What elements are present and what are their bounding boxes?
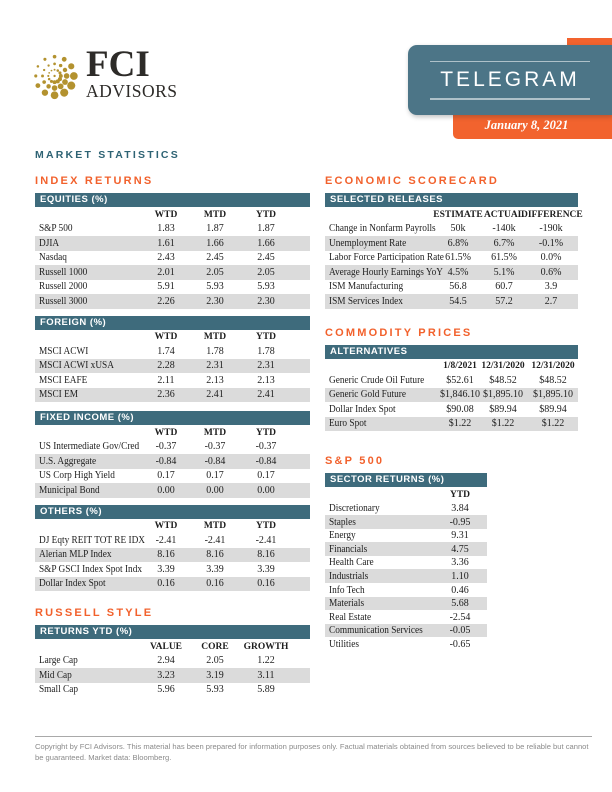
table-row xyxy=(35,562,310,577)
row-value: -0.05 xyxy=(449,625,471,637)
table-row xyxy=(35,222,310,237)
table-column-headers xyxy=(35,639,310,654)
column-header: GROWTH xyxy=(243,641,289,652)
table-row xyxy=(35,251,310,266)
row-value: 50k xyxy=(450,223,466,234)
equities-table xyxy=(35,193,310,309)
table-row xyxy=(325,417,578,432)
row-value: 5.89 xyxy=(257,684,275,695)
row-label: Generic Crude Oil Future xyxy=(329,374,425,386)
table-row xyxy=(325,388,578,403)
table-row xyxy=(35,236,310,251)
table-row xyxy=(325,222,578,237)
badge-rule-top xyxy=(430,61,590,63)
section-title-economic-scorecard: ECONOMIC SCORECARD xyxy=(325,175,500,187)
row-value: -0.1% xyxy=(538,237,564,249)
row-value: 4.75 xyxy=(451,543,469,555)
row-label: ISM Manufacturing xyxy=(329,281,404,292)
row-value: 5.93 xyxy=(206,281,224,292)
row-value: -140k xyxy=(492,223,516,234)
row-value: 1.66 xyxy=(206,237,224,249)
row-value: 0.16 xyxy=(206,578,224,589)
row-value: 2.41 xyxy=(206,389,224,400)
badge-title: TELEGRAM xyxy=(440,68,580,91)
row-label: Generic Gold Future xyxy=(329,389,406,400)
table-row xyxy=(325,624,487,638)
section-title-russell-style: RUSSELL STYLE xyxy=(35,607,154,619)
row-value: 5.93 xyxy=(257,281,275,292)
section-title-index-returns: INDEX RETURNS xyxy=(35,175,154,187)
table-body xyxy=(325,373,578,431)
russell-style-table xyxy=(35,625,310,697)
row-label: Staples xyxy=(329,516,356,528)
table-column-headers xyxy=(35,330,310,345)
row-label: MSCI ACWI xyxy=(39,345,89,357)
table-row xyxy=(35,668,310,683)
table-bar-foreign: FOREIGN (%) xyxy=(35,316,310,330)
table-row xyxy=(325,583,487,597)
badge-rule-bottom xyxy=(430,98,590,100)
row-value: 3.9 xyxy=(544,281,558,292)
table-row xyxy=(325,542,487,556)
row-value: 2.28 xyxy=(157,360,175,371)
table-row xyxy=(35,265,310,280)
table-body xyxy=(35,344,310,402)
row-value: 61.5% xyxy=(491,252,517,263)
table-bar-others: OTHERS (%) xyxy=(35,505,310,519)
column-header: MTD xyxy=(203,209,227,220)
column-header: MTD xyxy=(203,332,227,342)
row-value: 3.23 xyxy=(157,669,175,681)
column-header: DIFFERENCE xyxy=(521,209,583,220)
table-row xyxy=(325,280,578,295)
column-header: 12/31/2020 xyxy=(531,361,575,371)
row-label: Health Care xyxy=(329,557,374,569)
row-value: 2.30 xyxy=(206,295,224,307)
row-value: 2.43 xyxy=(157,252,175,263)
right-column xyxy=(325,175,583,651)
column-header: WTD xyxy=(154,521,178,531)
table-bar-returns-ytd: RETURNS YTD (%) xyxy=(35,625,310,639)
row-label: Communication Services xyxy=(329,625,423,637)
row-value: 1.22 xyxy=(257,655,275,666)
table-row xyxy=(35,280,310,295)
column-header: VALUE xyxy=(149,641,183,652)
column-header: YTD xyxy=(449,489,471,500)
row-value: 0.00 xyxy=(206,484,224,496)
table-column-headers xyxy=(325,207,583,222)
row-value: -0.37 xyxy=(155,441,177,452)
column-header: YTD xyxy=(255,521,277,531)
row-label: Russell 3000 xyxy=(39,295,88,307)
logo-line2: ADVISORS xyxy=(86,81,178,101)
table-column-headers xyxy=(325,359,578,374)
row-value: -2.41 xyxy=(204,534,226,546)
row-label: Real Estate xyxy=(329,611,372,623)
row-value: 1.87 xyxy=(206,223,224,234)
column-header: ESTIMATE xyxy=(433,209,483,220)
row-value: 2.26 xyxy=(157,295,175,307)
row-label: Municipal Bond xyxy=(39,484,100,496)
table-row xyxy=(325,597,487,611)
row-value: -0.84 xyxy=(255,455,277,467)
column-header: YTD xyxy=(255,209,277,220)
row-label: Utilities xyxy=(329,638,359,650)
row-value: 0.00 xyxy=(157,484,175,496)
row-value: 2.7 xyxy=(544,295,558,307)
row-label: S&P 500 xyxy=(39,223,73,234)
row-label: Russell 1000 xyxy=(39,266,88,278)
row-value: 2.13 xyxy=(257,374,275,386)
row-label: US Intermediate Gov/Cred xyxy=(39,441,140,452)
row-value: $48.52 xyxy=(539,374,567,386)
row-value: 1.74 xyxy=(157,345,175,357)
column-header: 12/31/2020 xyxy=(481,361,525,371)
table-row xyxy=(325,569,487,583)
table-column-headers xyxy=(35,519,310,534)
column-header: WTD xyxy=(154,332,178,342)
row-value: 4.5% xyxy=(447,266,469,278)
table-bar-selected-releases: SELECTED RELEASES xyxy=(325,193,578,207)
fci-globe-icon xyxy=(33,48,80,102)
table-body xyxy=(325,502,487,652)
table-column-headers xyxy=(325,487,487,502)
row-value: 0.00 xyxy=(257,484,275,496)
table-body xyxy=(35,533,310,591)
table-row xyxy=(325,251,578,266)
row-value: 5.1% xyxy=(493,266,515,278)
row-value: 0.17 xyxy=(257,470,275,481)
table-row xyxy=(35,533,310,548)
row-value: 56.8 xyxy=(449,281,467,292)
row-value: $1.22 xyxy=(541,418,565,429)
row-label: S&P GSCI Index Spot Indx xyxy=(39,563,143,575)
table-column-headers xyxy=(35,207,310,222)
row-label: Discretionary xyxy=(329,503,380,514)
row-value: 6.8% xyxy=(447,237,469,249)
table-bar-sector-returns: SECTOR RETURNS (%) xyxy=(325,473,487,487)
table-bar-fixed-income: FIXED INCOME (%) xyxy=(35,411,310,425)
row-value: 1.83 xyxy=(157,223,175,234)
row-value: 5.91 xyxy=(157,281,175,292)
row-value: 2.41 xyxy=(257,389,275,400)
row-value: 2.01 xyxy=(157,266,175,278)
row-value: $48.52 xyxy=(489,374,517,386)
row-label: Nasdaq xyxy=(39,252,67,263)
row-value: 2.05 xyxy=(206,266,224,278)
row-value: $1.22 xyxy=(491,418,515,429)
row-value: -0.65 xyxy=(449,638,471,650)
row-value: 1.66 xyxy=(257,237,275,249)
table-row xyxy=(35,359,310,374)
row-label: Large Cap xyxy=(39,655,78,666)
row-value: 2.30 xyxy=(257,295,275,307)
sector-returns-table xyxy=(325,473,487,651)
row-label: Change in Nonfarm Payrolls xyxy=(329,223,436,234)
row-label: Energy xyxy=(329,530,356,542)
row-label: Info Tech xyxy=(329,584,365,596)
page-title: MARKET STATISTICS xyxy=(35,149,180,161)
section-title-commodity-prices: COMMODITY PRICES xyxy=(325,326,473,339)
row-value: 0.17 xyxy=(157,470,175,481)
row-value: $1,895.10 xyxy=(483,389,523,400)
row-value: 3.39 xyxy=(257,563,275,575)
row-label: Mid Cap xyxy=(39,669,72,681)
fci-advisors-logo xyxy=(33,44,178,102)
table-row xyxy=(35,654,310,669)
row-value: 6.7% xyxy=(493,237,515,249)
table-bar-equities: EQUITIES (%) xyxy=(35,193,310,207)
table-row xyxy=(35,469,310,484)
row-value: 1.61 xyxy=(157,237,175,249)
table-row xyxy=(325,610,487,624)
row-label: Dollar Index Spot xyxy=(39,578,106,589)
row-value: 5.96 xyxy=(157,684,175,695)
row-label: DJ Eqty REIT TOT RE IDX xyxy=(39,534,146,546)
row-value: 2.45 xyxy=(206,252,224,263)
table-row xyxy=(35,294,310,309)
row-value: 0.46 xyxy=(451,584,469,596)
row-value: 2.11 xyxy=(157,374,175,386)
table-body xyxy=(35,440,310,498)
row-value: -0.37 xyxy=(204,441,226,452)
row-value: 3.11 xyxy=(257,669,275,681)
table-row xyxy=(35,440,310,455)
section-title-sp500: S&P 500 xyxy=(325,455,385,467)
row-label: Financials xyxy=(329,543,368,555)
left-column xyxy=(35,176,310,697)
column-header: MTD xyxy=(203,427,227,438)
table-row xyxy=(325,373,578,388)
row-value: 9.31 xyxy=(451,530,469,542)
column-header: ACTUAL xyxy=(483,209,525,220)
foreign-table xyxy=(35,316,310,403)
row-value: 8.16 xyxy=(206,549,224,560)
date-banner: January 8, 2021 xyxy=(453,112,612,139)
row-value: -0.84 xyxy=(204,455,226,467)
row-value: 2.45 xyxy=(257,252,275,263)
row-value: 61.5% xyxy=(445,252,471,263)
row-label: ISM Services Index xyxy=(329,295,403,307)
row-value: 3.39 xyxy=(206,563,224,575)
row-value: 3.39 xyxy=(157,563,175,575)
row-value: 2.05 xyxy=(257,266,275,278)
row-value: 3.84 xyxy=(451,503,469,514)
row-value: 2.05 xyxy=(206,655,224,666)
row-value: 1.10 xyxy=(451,570,469,582)
row-value: 8.16 xyxy=(257,549,275,560)
row-value: $1,895.10 xyxy=(533,389,573,400)
row-label: Dollar Index Spot xyxy=(329,403,396,415)
table-row xyxy=(325,529,487,543)
row-label: Unemployment Rate xyxy=(329,237,407,249)
table-row xyxy=(325,637,487,651)
row-label: Euro Spot xyxy=(329,418,367,429)
table-column-headers xyxy=(35,425,310,440)
row-value: -0.95 xyxy=(449,516,471,528)
logo-wordmark xyxy=(86,44,178,101)
row-value: -2.41 xyxy=(155,534,177,546)
column-header: YTD xyxy=(255,332,277,342)
row-value: $90.08 xyxy=(446,403,474,415)
row-value: 2.31 xyxy=(257,360,275,371)
row-value: 0.16 xyxy=(157,578,175,589)
column-header: 1/8/2021 xyxy=(443,361,477,371)
row-label: Small Cap xyxy=(39,684,79,695)
row-label: MSCI EAFE xyxy=(39,374,88,386)
row-value: 8.16 xyxy=(157,549,175,560)
column-header: WTD xyxy=(154,209,178,220)
row-value: 5.68 xyxy=(451,598,469,610)
row-value: $1.22 xyxy=(448,418,472,429)
row-value: -2.41 xyxy=(255,534,277,546)
row-label: U.S. Aggregate xyxy=(39,455,97,467)
others-table xyxy=(35,505,310,592)
table-row xyxy=(35,373,310,388)
row-value: $89.94 xyxy=(539,403,567,415)
row-label: MSCI ACWI xUSA xyxy=(39,360,114,371)
table-row xyxy=(35,577,310,592)
table-row xyxy=(35,483,310,498)
footer-disclaimer: Copyright by FCI Advisors. This material has been prepared for information purposes only. Factual materials obtained from sources believed to be reliable but cannot be guaranteed. Market data: Bloomberg. xyxy=(35,736,592,764)
row-label: Industrials xyxy=(329,570,369,582)
row-value: 2.13 xyxy=(206,374,224,386)
row-value: $89.94 xyxy=(489,403,517,415)
row-label: MSCI EM xyxy=(39,389,79,400)
row-label: Alerian MLP Index xyxy=(39,549,112,560)
row-value: 2.31 xyxy=(206,360,224,371)
row-value: $1,846.10 xyxy=(440,389,480,400)
table-row xyxy=(325,502,487,516)
row-label: Russell 2000 xyxy=(39,281,88,292)
table-row xyxy=(325,294,578,309)
row-value: 3.36 xyxy=(451,557,469,569)
column-header: WTD xyxy=(154,427,178,438)
table-row xyxy=(325,515,487,529)
telegram-badge xyxy=(408,45,612,115)
table-row xyxy=(325,236,578,251)
economic-scorecard-table xyxy=(325,193,583,309)
row-value: -0.84 xyxy=(155,455,177,467)
fixed-income-table xyxy=(35,411,310,498)
row-value: 3.19 xyxy=(206,669,224,681)
row-value: 1.78 xyxy=(257,345,275,357)
row-value: 1.87 xyxy=(257,223,275,234)
row-value: $52.61 xyxy=(446,374,474,386)
table-row xyxy=(325,402,578,417)
table-row xyxy=(35,388,310,403)
row-value: 5.93 xyxy=(206,684,224,695)
row-value: 60.7 xyxy=(495,281,513,292)
table-body xyxy=(35,222,310,309)
logo-line1: FCI xyxy=(86,44,150,85)
row-value: 57.2 xyxy=(495,295,513,307)
table-body xyxy=(35,654,310,698)
table-row xyxy=(35,454,310,469)
row-value: 0.6% xyxy=(540,266,562,278)
table-row xyxy=(35,548,310,563)
row-label: Labor Force Participation Rate xyxy=(329,252,444,263)
row-value: -2.54 xyxy=(449,611,471,623)
row-label: US Corp High Yield xyxy=(39,470,115,481)
row-value: 1.78 xyxy=(206,345,224,357)
table-row xyxy=(325,265,578,280)
column-header: CORE xyxy=(201,641,229,652)
row-value: -0.37 xyxy=(255,441,277,452)
row-value: 0.17 xyxy=(206,470,224,481)
column-header: MTD xyxy=(203,521,227,531)
table-row xyxy=(35,344,310,359)
table-body xyxy=(325,222,578,309)
row-label: Average Hourly Earnings YoY xyxy=(329,266,443,278)
row-value: -190k xyxy=(539,223,563,234)
table-row xyxy=(35,683,310,698)
row-value: 0.16 xyxy=(257,578,275,589)
commodity-prices-table xyxy=(325,345,578,432)
table-bar-alternatives: ALTERNATIVES xyxy=(325,345,578,359)
row-value: 2.36 xyxy=(157,389,175,400)
column-header: YTD xyxy=(255,427,277,438)
row-value: 54.5 xyxy=(449,295,467,307)
row-label: DJIA xyxy=(39,237,60,249)
row-value: 0.0% xyxy=(540,252,562,263)
row-label: Materials xyxy=(329,598,365,610)
row-value: 2.94 xyxy=(157,655,175,666)
table-row xyxy=(325,556,487,570)
